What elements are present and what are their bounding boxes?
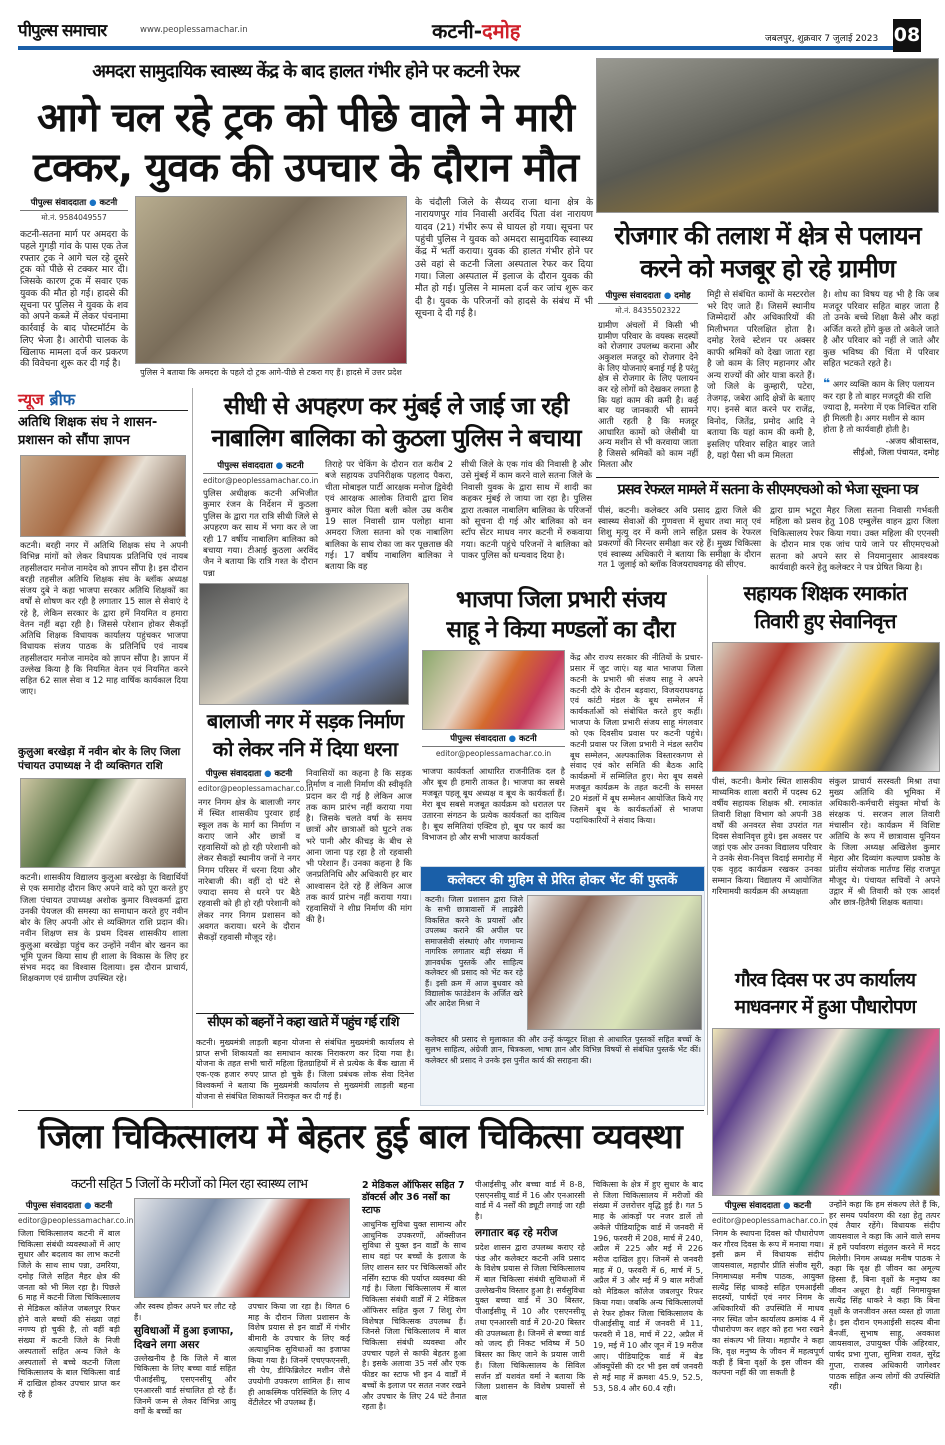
sidhi-headline-1: सीधी से अपहरण कर मुंबई ले जाई जा रही [223,392,569,420]
email[interactable]: editor@peoplessamachar.co.in [203,476,319,485]
memorandum-photo [20,455,186,537]
page-number: 08 [893,19,921,52]
email[interactable]: editor@peoplessamachar.co.in [198,784,314,793]
article-text: और स्वस्थ होकर अपने घर लौट रहे हैं। [134,1302,236,1322]
article-text: पीसं, कटनी। कलेक्टर अवि प्रसाद द्वारा जिले की स्वास्थ्य सेवाओं की गुणवत्ता में सुधार तथा मातृ एवं शिशु मृत्यु दर में कमी लाने सहित प्रसव के रेफरल प्रकरणों की निरन्तर समीक्षा कर रहे हैं। मुख्य चिकित्सा एवं स्वास्थ्य अधिकारी ने बताया कि समीक्षा के दौरान गत 1 जुलाई को ब्लॉक विजयराघवगढ़ की सीएच. [598,506,761,571]
balaji-headline-2: को लेकर ननि में दिया धरना [212,737,398,761]
bjp-meeting-photo [422,650,565,730]
byline: पीपुल्स संवाददाता ● कटनी [203,460,318,474]
article-text: पीआईसीयू और बच्चा वार्ड में 8-8, एसएनसीयू वार्ड में 16 और एनआरसी वार्ड में 4 नर्सों की ड्यूटी लगाई जा रही है। [475,1180,585,1222]
article-text: कटनी-सतना मार्ग पर अमदरा के पहले गुगड़ी गांव के पास एक तेज रफ्तार ट्रक ने आगे चल रहे दूसरे ट्रक को पीछे से टक्कर मार दी। जिसके कारण ट्रक में सवार एक युवक की मौत हो गई। हादसे की सूचना पर पुलिस ने युवक के शव को अपने कब्जे में लेकर पंचनामा कार्रवाई के बाद पोस्टमॉर्टम के लिए भेजा है। आरोपी चालक के खिलाफ मामला दर्ज कर प्रकरण की विवेचना शुरू कर दी गई है। [20,229,128,370]
article-text: ग्रामीण अंचलों में किसी भी ग्रामीण परिवार के वयस्क सदस्यों को रोजगार उपलब्ध कराना और अकुशल मजदूर को रोजगार देने के लिए योजनाएं बनाई गई है परंतु क्षेत्र से रोजगार के लिए पलायन कर रहे लोगों को देखकर लगता है कि यहां काम की कमी है। कई बार यह जानकारी भी सामने आती रहती है कि मजदूर आधारित कामों को जेसीबी या अन्य मशीन से भी करवाया जाता है जिससे श्रमिकों को काम नहीं मिलता और [598,321,698,470]
divider [192,388,193,1108]
article-text: भाजपा कार्यकर्ता आधारित राजनीतिक दल है और बूथ ही हमारी ताकत है। भाजपा का सबसे मजबूत पहलू बूथ अध्यक्ष व बूथ के कार्यकर्ता हैं। मेरा बूथ सबसे मजबूत कार्यक्रम को धरातल पर उतारना संगठन के प्रत्येक कार्यकर्ता का दायित्व है। बूथ समितियां एक्टिव हो, बूथ पर कार्य का विभाजन हो और सभी भाजपा कार्यकर्ता [422,766,565,842]
prasav-headline: प्रसव रेफरल मामले में सतना के सीएमएचओ को भेजा सूचना पत्र [617,482,918,498]
article-text: नगर निगम क्षेत्र के बालाजी नगर में स्थित शासकीय पुरवार हाई स्कूल तक के मार्ग का निर्माण न कराए जाने और छात्रों व रहवासियों को हो रही परेशानी को लेकर सैकड़ों स्थानीय जनों ने नगर निगम परिसर में धरना दिया और नारेबाजी की। वहीं दो घंटे से ज्यादा समय से धरने पर बैठे रहवासी को ही हो रही परेशानी को लेकर नगर निगम प्रशासन को अवगत कराया। धरने के दौरान सैकड़ों रहवासी मौजूद रहे। [198,797,300,942]
sidhi-headline-2: नाबालिग बालिका को कुठला पुलिस ने बचाया [211,424,581,452]
masthead [0,0,945,52]
article-text: चिकित्सा के क्षेत्र में हुए सुधार के बाद से जिला चिकित्सालय में मरीजों की संख्या में उत्तरोत्तर वृद्धि हुई है। गत 5 माह के आंकड़ों पर नजर डालें तो अकेले पीडियाट्रिक वार्ड में जनवरी में 196, फरवरी में 208, मार्च में 240, अप्रैल में 225 और मई में 226 मरीज दाखिल हुए। जिनमें से जनवरी माह में 0, फरवरी में 6, मार्च में 5, अप्रैल में 3 और मई में 9 बाल मरीजों को मेडिकल कॉलेज जबलपुर रिफर किया गया। जबकि अन्य चिकित्सालयों से रेफर होकर जिला चिकित्सालय के पीआईसीयू वार्ड में जनवरी में 11, फरवरी में 18, मार्च में 22, अप्रैल में 19, मई में 10 और जून में 19 मरीज आए। पीडियाट्रिक वार्ड में बेड ऑक्यूपेंसी की दर भी इस वर्ष जनवरी से मई माह में क्रमशः 45.9, 52.5, 53, 58.4 और 60.4 रही। [593,1180,703,1393]
article-text: के चंदौली जिले के सैय्यद राजा थाना क्षेत्र के नारायणपुर गांव निवासी अरविंद पिता वंश नारायण यादव (21) गंभीर रूप से घायल हो गया। सूचना पर पहुंची पुलिस ने युवक को अमदरा सामुदायिक स्वास्थ्य केंद्र में भर्ती कराया। युवक की हालत गंभीर होने पर उसे वहां से कटनी जिला अस्पताल रेफर कर दिया गया। जिला अस्पताल में इलाज के दौरान युवक की मौत हो गई। पुलिस ने मामला दर्ज कर जांच शुरू कर दी है। युवक के परिजनों को हादसे के संबंध में भी सूचना दे दी गई है। [415,197,593,319]
quote-role: सीईओ, जिला पंचायत, दमोह [852,446,939,457]
sidhi-col1 [203,460,318,580]
dharna-protest-photo [199,583,409,705]
article-text: पीसं, कटनी। कैमोर स्थित शासकीय माध्यमिक शाला बरारी में पदस्थ 62 वर्षीय सहायक शिक्षक श्री. रमाकांत तिवारी शिक्षा विभाग को अपनी 38 वर्षों की अनवरत सेवा उपरांत गत दिवस सेवानिवृत्त हुये। इस अवसर पर जहां एक ओर उनका विद्यालय परिवार ने उनके सेवा-निवृत्त विदाई समारोह में एक वृहद कार्यक्रम रखकर उनका सम्मान किया। विद्यालय में आयोजित गरिमामयी कार्यक्रम की अध्यक्षता [712,776,822,896]
teacher-headline-2: तिवारी हुए सेवानिवृत्त [754,609,896,633]
section-title [432,17,520,44]
hospital-subhead: कटनी सहित 5 जिलों के मरीजों को मिल रहा स्वास्थ्य लाभ [70,1177,308,1192]
hospital-col5 [475,1180,585,1404]
hospital-col1 [18,1200,134,1401]
issue-date: जबलपुर, शुक्रवार 7 जुलाई 2023 [765,34,879,44]
site-url[interactable]: www.peoplessamachar.in [140,25,248,35]
byline: पीपुल्स संवाददाता ● कटनी [18,1200,120,1214]
top-byline-block [20,197,128,370]
teacher-headline-1: सहायक शिक्षक रमाकांत [743,581,907,605]
top-headline-1: आगे चल रहे ट्रक को पीछे वाले ने मारी [37,95,574,141]
gaurav-headline-2: माधवनगर में हुआ पौधारोपण [734,996,916,1018]
gaurav-col1 [712,1200,828,1379]
phone: मो.नं. 8435502322 [615,306,681,315]
article-text: संकुल प्राचार्य सरस्वती मिश्रा तथा मुख्य अतिथि की भूमिका में अधिकारी-कर्मचारी संयुक्त मोर्चा के संरक्षक पं. सरजन लाल तिवारी मंचासीन रहे। कार्यक्रम में विशिष्ट अतिथि के रूप में छात्रावास यूनियन के जिला अध्यक्ष अखिलेश कुमार मेहरा और दिव्यांग कल्याण प्रकोष्ठ के प्रांतीय संयोजक मार्तण्ड सिंह राजपूत मौजूद थे। पंचायत सचिवों ने अपने उद्गार में श्री तिवारी को एक आदर्श और छात्र-हितैषी शिक्षक बताया। [829,776,940,907]
gaurav-headline-1: गौरव दिवस पर उप कार्यालय [735,969,915,991]
brief-item-2-text: कटनी। शासकीय विद्यालय कुलुआ बरखेड़ा के विद्यार्थियों से एक समारोह दौरान किए अपने वादे को पूरा करते हुए जिला पंचायत उपाध्यक्ष अशोक कुमार विश्वकर्मा द्वारा उनकी पेयजल की समस्या का समाधान करते हुए नवीन बोर के लिए अपनी ओर से व्यक्तिगत राशि प्रदान की। नवीन शिक्षण सत्र के प्रथम दिवस शासकीय शाला कुलुआ बरखेड़ा पहुंच कर उन्होंने नवीन बोर खनन का भूमि पूजन किया साथ ही शाला के विकास के लिए हर संभव मदद का विश्वास दिलाया। इस दौरान प्राचार्य, शिक्षकगण एवं ग्रामीण उपस्थित रहे। [20,872,188,984]
article-text: कटनी। मुख्यमंत्री लाड़ली बहना योजना से संबंधित मुख्यमंत्री कार्यालय से प्राप्त सभी शिकायतों का समाधान कारक निराकरण कर दिया गया है। योजना के तहत सभी चारों महिला हितग्राहियों में से प्रत्येक के बैंक खाता में एक-एक हजार रुपए प्राप्त हो चुके हैं। जिला प्रबंधक लोक सेवा दिनेश विश्वकर्मा ने बताया कि मुख्यमंत्री कार्यालय से मुख्यमंत्री लाड़ली बहना योजना से संबंधित शिकायतें निराकृत कर दी गई हैं। [196,1038,414,1101]
divider [596,477,939,478]
logo: पीपुल्स समाचार [18,21,107,41]
divider [18,1110,704,1111]
article-text: कटनी। जिला प्रशासन द्वारा जिले के सभी छात्रावासों में लाइब्रेरी विकसित करने के प्रयासों और उपलब्ध कराने की अपील पर समाजसेवी संस्थाएं और गणमान्य नागरिक लगातार बड़ी संख्या में ज्ञानवर्धक पुस्तकें और साहित्य कलेक्टर श्री प्रसाद को भेंट कर रहे हैं। इसी क्रम में आज बुधवार को विद्यालोक फाउंडेशन के अर्जित खरे और आदेश मिश्रा ने [425,895,523,1009]
article-text: निवासियों का कहना है कि सड़क निर्माण व नाली निर्माण की स्वीकृति प्रदान कर दी गई है लेकिन आज तक काम प्रारंभ नहीं कराया गया है। जिसके चलते वर्षा के समय छात्रों और छात्राओं को घुटने तक भरे पानी और कीचड़ के बीच से आना जाना पड़ रहा है तो रहवासी भी परेशान हैं। उनका कहना है कि जनप्रतिनिधि और अधिकारी हर बार आश्वासन देते रहे हैं लेकिन आज तक कार्य प्रारंभ नहीं कराया गया। रहवासियों ने शीघ्र निर्माण की मांग की है। [306,768,412,925]
subheading: सुविधाओं में हुआ इजाफा, दिखने लगा असर [134,1325,234,1351]
rozgar-col1 [598,290,698,470]
hospital-col4 [362,1180,466,1413]
bjp-headline-2: साहू ने किया मण्डलों का दौरा [446,617,675,643]
collector-box [420,866,705,1106]
books-donation-photo [527,895,702,1030]
article-text: पुलिस अधीक्षक कटनी अभिजीत कुमार रंजन के निर्देशन में कुठला पुलिस के द्वारा गत रात्रि सीधी जिले से अपहरण कर साथ में भगा कर ले जा रही 17 वर्षीय नाबालिग बालिका को बचाया गया। टीआई कुठला अरविंद जैन ने बताया कि रात्रि गश्त के दौरान पन्ना [203,489,318,579]
collector-headline: कलेक्टर की मुहिम से प्रेरित होकर भेंट कीं पुस्तकें [421,867,704,891]
rozgar-col3 [823,290,939,458]
article-text: सीधी जिले के एक गांव की निवासी है और उसे मुंबई में काम करने वाले सतना जिले के निवासी युवक के द्वारा साथ में शादी का कहकर मुंबई ले जाया जा रहा है। पुलिस द्वारा तत्काल नाबालिग बालिका के परिजनों को सूचना दी गई और बालिका को वन स्टॉप सेंटर माधव नगर कटनी में रुकवाया गया। कटनी पहुंचे परिजनों ने बालिका को पाकर पुलिस को धन्यवाद दिया है। [461,460,592,561]
divider [707,575,708,1115]
brief-item-1-text: कटनी। बरही नगर में अतिथि शिक्षक संघ ने अपनी विभिन्न मांगों को लेकर विधायक प्रतिनिधि एवं नायब तहसीलदार मनोज नामदेव को ज्ञापन सौंपा है। इस दौरान बरही तहसील अतिथि शिक्षक संघ के ब्लॉक अध्यक्ष संजय दुबे ने कहा भाजपा सरकार अतिथि शिक्षकों का वर्षों से शोषण कर रही है लगातार 15 साल से सेवाएं दे रहे है, लेकिन सरकार के द्वारा हमें नियमित व हमारा वेतन नहीं बढ़ा रही है। जिससे परेशान होकर सैकड़ों अतिथि शिक्षक विधायक कार्यालय पहुंचकर भाजपा विधायक संजय पाठक के प्रतिनिधि एवं नायब तहसीलदार मनोज नामदेव को ज्ञापन सौंपा है। ज्ञापन में उल्लेख किया है कि नियमित वेतन एवं नियमित करने सहित 62 साल सेवा व 12 माह वार्षिक कार्यकाल दिया जाए। [20,540,188,697]
balaji-headline-1: बालाजी नगर में सड़क निर्माण [206,709,404,733]
subheading: 2 मेडिकल ऑफिसर सहित 7 डॉक्टर्स और 36 नर्सों का स्टाफ [362,1180,465,1216]
bjp-headline-1: भाजपा जिला प्रभारी संजय [455,587,666,613]
article-text: निगम के स्थापना दिवस को पौधारोपण कर गौरव दिवस के रूप में मनाया गया। इसी क्रम में विधायक संदीप जायसवाल, महापौर प्रीति संजीव सूरी, निगमाध्यक्ष मनीष पाठक, आयुक्त सत्येंद्र सिंह धाकड़े सहित एमआईसी सदस्यों, पार्षदों एवं नगर निगम के अधिकारियों की उपस्थिति में माधव नगर स्थित जोन कार्यालय क्रमांक 4 में पौधारोपण कर शहर को हरा भरा रखने का संकल्प भी लिया। महापौर ने कहा कि, वृक्ष मनुष्य के जीवन में महत्वपूर्ण कड़ी हैं बिना वृक्षों के इस जीवन की कल्पना नहीं की जा सकती है [712,1229,824,1378]
article-text: तिराहे पर चेकिंग के दौरान रात करीब 2 बजे सहायक उपनिरीक्षक पहलाद पैकरा, चीता मोबाइल पार्टी आरक्षक मनोज द्विवेदी एवं आरक्षक आलोक तिवारी द्वारा शिव कुमार कोल पिता बली कोल उम्र करीब 19 साल निवासी ग्राम पलोहा थाना अमदरा जिला सतना को एक नाबालिग बालिका के साथ रोका जा कर पूछताछ की गई। 17 वर्षीय नाबालिग बालिका ने बताया कि वह [325,460,454,573]
rozgar-headline-1: रोजगार की तलाश में क्षेत्र से पलायन [614,221,921,250]
byline: पीपुल्स संवाददाता ● दमोह [598,290,698,304]
pediatric-ward-photo [134,1198,350,1298]
cm-headline: सीएम को बहनों ने कहा खाते में पहुंच गई राशि [207,1015,399,1030]
phone: मो.नं. 9584049557 [41,213,107,222]
article-text: उन्होंने कहा कि हम संकल्प लेते हैं कि, हर समय पर्यावरण की रक्षा हेतु तत्पर एवं तैयार रहेंगे। विधायक संदीप जायसवाल ने कहा कि आने वाले समय में हमें पर्यावरण संतुलन करने में मदद मिलेगी। निगम अध्यक्ष मनीष पाठक ने कहा कि वृक्ष ही जीवन का अमूल्य हिस्सा हैं, बिना वृक्षों के मनुष्य का जीवन अधूरा है। वहीं निगमायुक्त सत्येंद्र सिंह धाकरे ने कहा कि बिना वृक्षों के जनजीवन अस्त व्यस्त हो जाता है। इस दौरान एमआईसी सदस्य बीना बैनर्जी, सुभाष साहू, अवकाश जायसवाल, उपायुक्त पीके अहिरवार, पार्षद प्रभा गुप्ता, सुमित्रा रावत, सुरेंद्र गुप्ता, राजस्व अधिकारी जागेश्वर पाठक सहित अन्य लोगों की उपस्थिति रही। [829,1200,940,1392]
article-text: जिला चिकित्सालय कटनी में बाल चिकित्सा संबंधी व्यवस्थाओं में आए सुधार और बदलाव का लाभ कटनी जिले के साथ साथ पन्ना, उमरिया, दमोह जिले सहित मैहर क्षेत्र की जनता को भी मिल रहा है। पिछले 6 माह में कटनी जिला चिकित्सालय से मेडिकल कॉलेज जबलपुर रिफर होने वाले बच्चों की संख्या जहां नगण्य हो चुकी है, तो वहीं बड़ी संख्या में कटनी जिले के निजी अस्पतालों सहित अन्य जिले के अस्पतालों से बच्चे कटनी जिला चिकित्सालय के बाल चिकित्सा वार्ड में दाखिल होकर उपचार प्राप्त कर रहे हैं [18,1229,120,1399]
divider [196,1013,414,1014]
subheading: लगातार बढ़ रहे मरीज [475,1226,558,1239]
plantation-photo [712,1028,940,1196]
top-kicker: अमदरा सामुदायिक स्वास्थ्य केंद्र के बाद हालत गंभीर होने पर कटनी रेफर [92,61,519,82]
retirement-ceremony-photo [712,642,940,772]
article-text: प्रदेश शासन द्वारा उपलब्ध कराए रहे फंड और कलेक्टर कटनी अवि प्रसाद के विशेष प्रयास से जिला चिकित्सालय में बाल चिकित्सा संबंधी सुविधाओं में उल्लेखनीय विस्तार हुआ है। सर्वसुविधा युक्त बच्चा वार्ड में 30 बिस्तर, पीआईसीयू में 10 और एसएनसीयू तथा एनआरसी वार्ड में 20-20 बिस्तर की उपलब्धता है। जिनमें से बच्चा वार्ड को जल्द ही निकट भविष्य में 50 बिस्तर का किए जाने के प्रयास जारी हैं। जिला चिकित्सालय के सिविल सर्जन डॉ यशवंत वर्मा ने बताया कि जिला प्रशासन के विशेष प्रयासों से बाल [475,1242,585,1402]
article-text: उल्लेखनीय है कि जिले में बाल चिकित्सा के लिए बच्चा वार्ड सहित पीआईसीयू, एसएनसीयू और एनआरसी वार्ड संचालित हो रहे हैं। जिनमें जन्म से लेकर विभिन्न आयु वर्गों के बच्चों का [134,1353,236,1417]
migrant-workers-photo [596,58,939,213]
photo-caption: पुलिस ने बताया कि अमदरा के पहले दो ट्रक आगे-पीछे से टकरा गए हैं। हादसे में उत्तर प्रदेश [140,368,402,377]
article-text: मिट्टी से संबंधित कामों के मस्टररोल भरे दिए जाते हैं। जिसमें स्थानीय जिम्मेदारों और अधिकारियों की मिलीभगत परिलक्षित होता है। दमोह रेलवे स्टेशन पर अक्सर काफी श्रमिकों को देखा जाता रहा है जो काम के लिए महानगर और अन्य राज्यों की ओर यात्रा करते हैं। जो जिले के कुम्हारी, पटेरा, तेजगढ़, जबेरा आदि क्षेत्रों के बताए गए। इनसे बात करने पर राजेंद्र, विनोद, जितेंद्र, प्रमोद आदि ने बताया कि यहां काम की कमी है, इसलिए परिवार सहित बाहर जाते है, यहां पैसा भी कम मिलता [707,290,815,462]
email[interactable]: editor@peoplessamachar.co.in [18,1216,134,1225]
article-text: केंद्र और राज्य सरकार की नीतियों के प्रचार-प्रसार में जुट जाएं। यह बात भाजपा जिला कटनी के प्रभारी श्री संजय साहू ने अपने कटनी दौरे के दौरान बड़वारा, विजयराघवगढ़ एवं कांटी मंडल के बूथ सम्मेलन में कार्यकर्ताओं को संबोधित करते हुए कहीं। भाजपा के जिला प्रभारी संजय साहू मंगलवार को एक दिवसीय प्रवास पर कटनी पहुंचे। कटनी प्रवास पर जिला प्रभारी ने मंडल स्तरीय बूथ सम्मेलन, अल्पकालिक विस्तारकगण से संवाद एवं कोर समिति की बैठक आदि कार्यक्रमों में सम्मिलित हुए। मेरा बूथ सबसे मजबूत कार्यक्रम के तहत कटनी के समस्त 20 मंडलों में बूथ सम्मेलन आयोजित किये गए जिसमें बूथ के कार्यकर्ताओं से भाजपा पदाधिकारियों ने संवाद किया। [570,652,703,825]
hospital-col2 [134,1302,236,1418]
borewell-event-photo [20,778,186,868]
top-headline-2: टक्कर, युवक की उपचार के दौरान मौत [32,145,579,191]
news-brief-label: न्यूज ब्रीफ [18,390,76,409]
quote-icon: ❝ [823,375,831,390]
byline: पीपुल्स संवाददाता ● कटनी [422,733,565,747]
balaji-col1 [198,768,314,943]
article-text: है। शोध का विषय यह भी है कि जब मजदूर परिवार सहित बाहर जाता है तो उनके बच्चे शिक्षा कैसे और कहां अर्जित करते होंगे कुछ तो अकेले जाते है और परिवार को नहीं ले जाते और कुछ भविष्य की चिंता में परिवार सहित भटकते रहते है। [823,290,939,370]
byline: पीपुल्स संवाददाता ● कटनी [198,768,300,782]
divider [18,410,188,411]
masthead-rule [18,46,893,50]
byline: पीपुल्स संवाददाता ● कटनी [20,197,128,211]
brief-item-1-title: अतिथि शिक्षक संघ ने शासन-प्रशासन को सौंपा ज्ञापन [18,415,158,448]
section-damoh: दमोह [482,19,521,43]
rozgar-headline-2: करने को मजबूर हो रहे ग्रामीण [640,254,895,283]
article-text: आधुनिक सुविधा युक्त सामान्य और आधुनिक उपकरणों, ऑक्सीजन सुविधा से युक्त इन वार्डों के साथ साथ वहां पर बच्चों के इलाज के लिए शासन स्तर पर चिकित्सकों और नर्सिंग स्टाफ की पर्याप्त व्यवस्था की गई है। जिला चिकित्सालय में बाल चिकित्सा संबंधी वार्डों में 2 मेडिकल ऑफिसर सहित कुल 7 शिशु रोग विशेषज्ञ चिकित्सक उपलब्ध हैं। जिनसे जिला चिकित्सालय में बाल चिकित्सा संबंधी व्यवस्था और उपचार पहले से काफी बेहतर हुआ है। इसके अलावा 35 नर्स और एक फीडर का स्टाफ भी इन 4 वार्डों में बच्चों के इलाज पर सतत नजर रखने और उपचार के लिए 24 घंटे तैनात रहता है। [362,1220,466,1412]
quote-author: -अजय श्रीवास्तव, [885,435,939,446]
article-text: कलेक्टर श्री प्रसाद से मुलाकात की और उन्हें कंप्यूटर शिक्षा से आधारित पुस्तकों सहित बच्चों के सुलभ साहित्य, अंग्रेजी ज्ञान, चित्रकला, भाषा ज्ञान और विभिन्न विषयों से संबंधित पुस्तकें भेंट कीं। कलेक्टर श्री प्रसाद ने उनके इस पुनीत कार्य की सराहना की। [425,1035,701,1065]
pull-quote: ❝ अगर व्यक्ति काम के लिए पलायन कर रहा है तो बाहर मजदूरी की राशि ज्यादा है, मनरेगा में एक निश्चित राशि ही मिलती है। अगर मशीन से काम होता है तो कार्यवाही होती है। [823,375,937,435]
article-text: उपचार किया जा रहा है। विगत 6 माह के दौरान जिला प्रशासन के विशेष प्रयास से इन वार्डों में गंभीर बीमारी के उपचार के लिए कई अत्याधुनिक सुविधाओं का इजाफा किया गया है। जिनमें एचएफएनसी, सी पेप, डीफिब्रिलेटर मशीन जैसे उपयोगी उपकरण शामिल हैं। साथ ही आकस्मिक परिस्थिति के लिए 4 वेंटीलेटर भी उपलब्ध हैं। [248,1302,350,1408]
email[interactable]: editor@peoplessamachar.co.in [435,749,552,758]
bjp-byline-block [422,733,565,758]
police-station-photo [135,196,407,364]
brief-item-2-title: कुलुआ बरखेड़ा में नवीन बोर के लिए जिला पंचायत उपाध्यक्ष ने दी व्यक्तिगत राशि [18,746,181,772]
hospital-headline: जिला चिकित्सालय में बेहतर हुई बाल चिकित्सा व्यवस्था [38,1117,682,1157]
section-katni: कटनी- [432,19,483,43]
email[interactable]: editor@peoplessamachar.co.in [712,1216,828,1225]
article-text: द्वारा ग्राम भटूरा मैहर जिला सतना निवासी गर्भवती महिला को प्रसव हेतु 108 एम्बुलेंस वाहन द्वारा जिला चिकित्सालय रेफर किया गया। उक्त महिला की एएनसी के दौरान मात्र एक जांच पाये जाने पर सीएमएचओ सतना को अपने स्तर से नियमानुसार आवश्यक कार्यवाही करने हेतु कलेक्टर ने पत्र प्रेषित किया है। [770,506,939,573]
byline: पीपुल्स संवाददाता ● कटनी [712,1200,824,1214]
